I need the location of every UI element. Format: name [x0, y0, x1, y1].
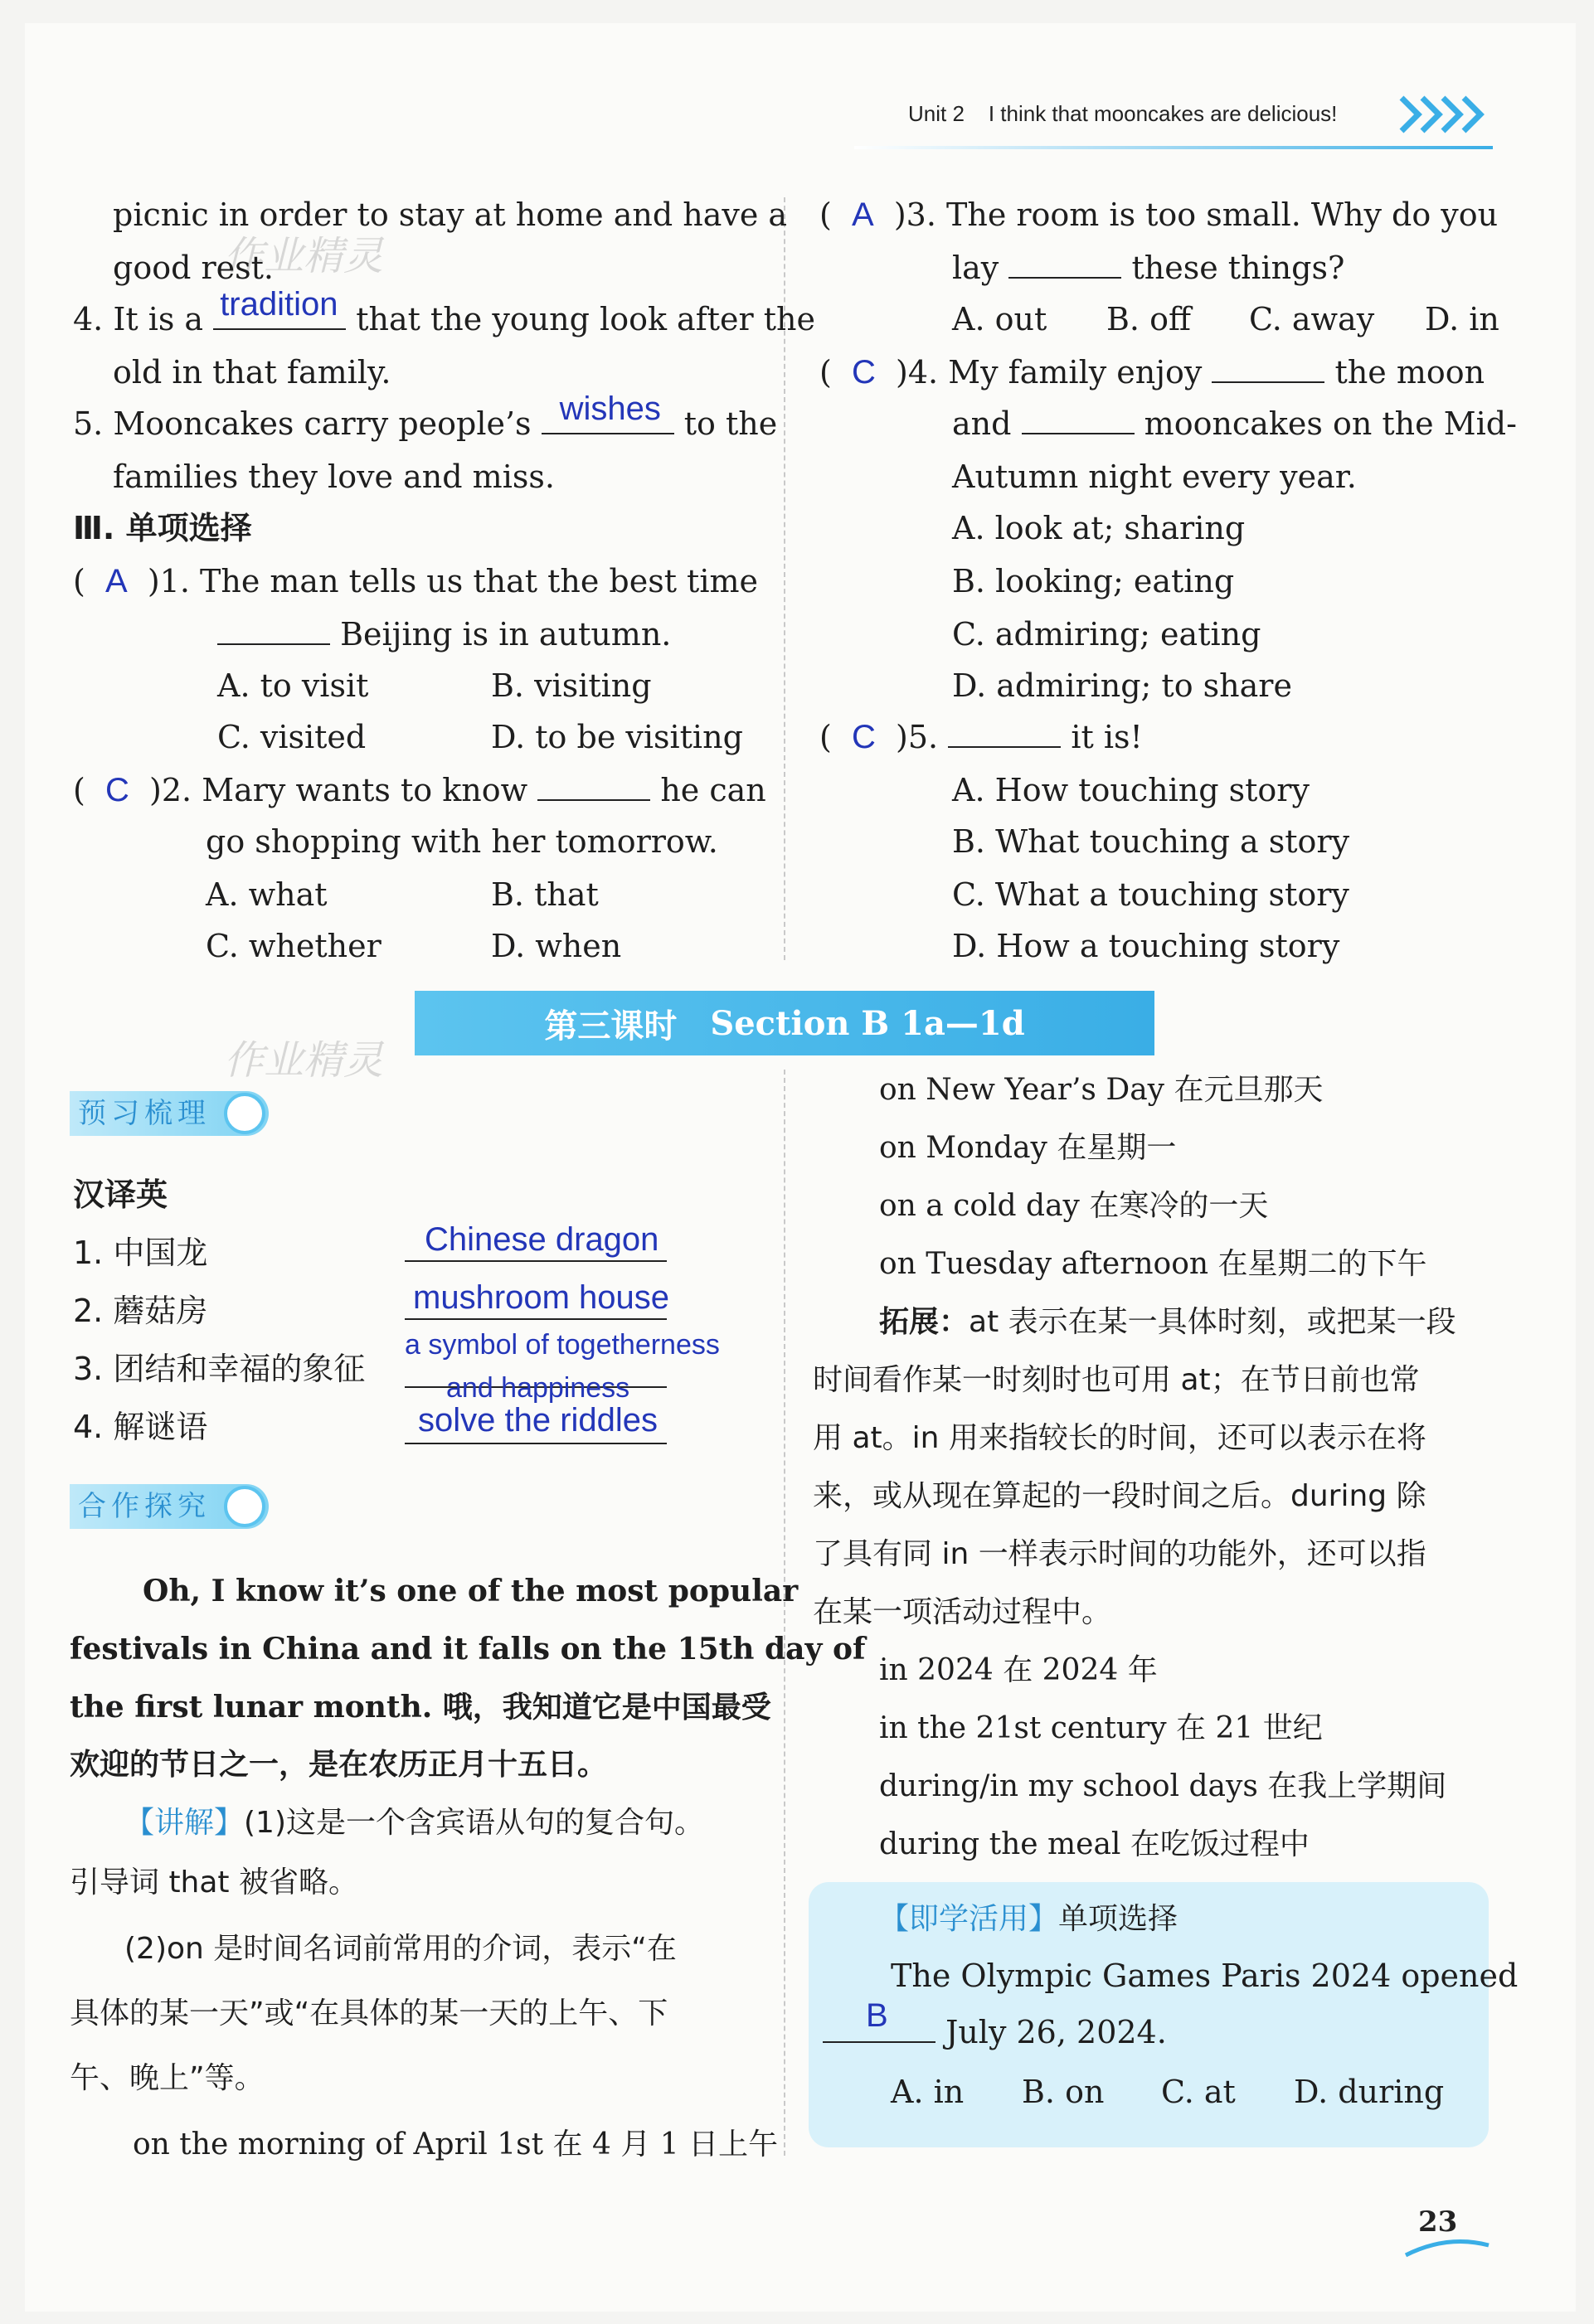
question-5: 5. Mooncakes carry people’s wishes to the [73, 398, 777, 449]
example: on Tuesday afternoon 在星期二的下午 [879, 1247, 1427, 1281]
option: D. when [491, 928, 622, 964]
option: D. admiring; to share [952, 667, 1292, 704]
key-sentence: the first lunar month. 哦，我知道它是中国最受 [70, 1690, 771, 1725]
page-number-swoosh-icon [1402, 2230, 1493, 2263]
answer-handwritten: A [851, 196, 874, 233]
option: B. off [1106, 301, 1191, 337]
example: in the 21st century 在 21 世纪 [879, 1711, 1323, 1745]
answer-line [405, 1443, 667, 1444]
answer-handwritten: wishes [559, 391, 661, 427]
answer-handwritten: C [851, 719, 876, 755]
answer-line [405, 1318, 667, 1320]
tag-icon [224, 1486, 265, 1527]
option: A. look at; sharing [952, 510, 1246, 546]
section-title: Ⅲ. 单项选择 [73, 510, 252, 546]
explore-tag: 合作探究 [70, 1484, 269, 1529]
option: C. admiring; eating [952, 616, 1261, 653]
option: A. what [206, 876, 328, 913]
key-sentence: festivals in China and it falls on the 15th day of [70, 1632, 866, 1667]
text-line: Beijing is in autumn. [217, 609, 671, 660]
explain-line: 引导词 that 被省略。 [70, 1866, 358, 1899]
mc-question-2: ( C )2. Mary wants to know he can [73, 764, 766, 816]
header-rule [854, 146, 1493, 149]
explain-line: 具体的某一天”或“在具体的某一天的上午、下 [70, 1997, 668, 2030]
text-line: and mooncakes on the Mid- [952, 398, 1517, 449]
example: during the meal 在吃饭过程中 [879, 1827, 1310, 1861]
option: B. looking; eating [952, 563, 1235, 599]
example: on New Year’s Day 在元旦那天 [879, 1073, 1324, 1107]
section-label: Section B 1a—1d [710, 1003, 1025, 1043]
mc-question-1: ( A )1. The man tells us that the best time [73, 563, 759, 599]
answer-handwritten: A [104, 563, 128, 599]
answer-handwritten: a symbol of togetherness [405, 1329, 720, 1361]
answer-handwritten: C [104, 772, 129, 808]
key-sentence: 欢迎的节日之一，是在农历正月十五日。 [70, 1748, 608, 1782]
option: D. to be visiting [491, 719, 743, 755]
option: A. How touching story [952, 772, 1310, 808]
key-sentence: Oh, I know it’s one of the most popular [143, 1574, 799, 1608]
chevrons-icon [1393, 91, 1501, 139]
practice-heading: 【即学活用】单项选择 [879, 1902, 1178, 1936]
example: in 2024 在 2024 年 [879, 1653, 1158, 1687]
lesson-label: 第三课时 [544, 1007, 678, 1046]
extend-label: 拓展： [879, 1305, 970, 1339]
option: C. visited [217, 719, 367, 755]
option: B. on [1022, 2074, 1105, 2110]
preview-heading: 汉译英 [73, 1177, 168, 1213]
option: D. during [1294, 2074, 1445, 2110]
explain-line: 【讲解】(1)这是一个含宾语从句的复合句。 [124, 1806, 705, 1840]
explain-line: (2)on 是时间名词前常用的介词，表示“在 [124, 1932, 677, 1966]
example: on Monday 在星期一 [879, 1131, 1177, 1165]
answer-handwritten: tradition [220, 286, 338, 323]
option: D. How a touching story [952, 928, 1340, 964]
extend-line: 了具有同 in 一样表示时间的功能外，还可以指 [813, 1537, 1426, 1571]
extend-line: 在某一项活动过程中。 [813, 1595, 1112, 1629]
example: on the morning of April 1st 在 4 月 1 日上午 [133, 2128, 779, 2161]
text-line: Autumn night every year. [952, 458, 1357, 495]
practice-label: 【即学活用】 [879, 1902, 1059, 1936]
answer-line [405, 1260, 667, 1262]
option: C. What a touching story [952, 876, 1349, 913]
mc-question-3: ( A )3. The room is too small. Why do you [819, 196, 1499, 233]
option: B. visiting [491, 667, 652, 704]
option: C. away [1249, 301, 1375, 337]
question-4: 4. It is a tradition that the young look after the [73, 294, 815, 345]
watermark: 作业精灵 [224, 233, 384, 279]
mc-question-4: ( C )4. My family enjoy the moon [819, 347, 1485, 398]
answer-handwritten: B [866, 1997, 888, 2034]
answer-handwritten: and happiness [446, 1372, 630, 1404]
option: A. to visit [217, 667, 369, 704]
extend-line: 用 at。in 用来指较长的时间，还可以表示在将 [813, 1421, 1426, 1455]
option: C. at [1161, 2074, 1236, 2110]
option: B. What touching a story [952, 823, 1350, 860]
answer-handwritten: C [851, 354, 876, 391]
page-number: 23 [1418, 2205, 1458, 2239]
preview-item-q: 1. 中国龙 [73, 1235, 208, 1271]
header-title: I think that mooncakes are delicious! [988, 101, 1338, 126]
practice-stem2: B July 26, 2024. [823, 2006, 1167, 2058]
extend-line: 时间看作某一时刻时也可用 at；在节日前也常 [813, 1363, 1420, 1397]
practice-stem: The Olympic Games Paris 2024 opened [891, 1958, 1519, 1994]
option: C. whether [206, 928, 381, 964]
answer-handwritten: mushroom house [413, 1279, 670, 1316]
text-line: go shopping with her tomorrow. [206, 823, 718, 860]
explain-label: 【讲解】 [124, 1806, 245, 1840]
explain-line: 午、晚上”等。 [70, 2061, 265, 2095]
watermark: 作业精灵 [224, 1037, 384, 1084]
preview-tag: 预习梳理 [70, 1091, 269, 1136]
extend-line: 来，或从现在算起的一段时间之后。during 除 [813, 1479, 1426, 1513]
option: B. that [491, 876, 599, 913]
header-unit: Unit 2 I think that mooncakes are delicious! [908, 101, 1338, 126]
tag-icon [224, 1093, 265, 1134]
preview-item-q: 4. 解谜语 [73, 1409, 208, 1445]
mc-question-5: ( C )5. it is! [819, 711, 1143, 763]
text-line: lay these things? [952, 242, 1344, 294]
preview-item-q: 2. 蘑菇房 [73, 1293, 208, 1329]
option: A. out [952, 301, 1047, 337]
text-line: families they love and miss. [113, 458, 555, 495]
answer-handwritten: solve the riddles [418, 1402, 658, 1439]
answer-handwritten: Chinese dragon [425, 1221, 659, 1258]
extend-line: 拓展：at 表示在某一具体时刻，或把某一段 [879, 1305, 1456, 1339]
text-line: good rest. [113, 250, 274, 286]
option: D. in [1425, 301, 1499, 337]
text-line: picnic in order to stay at home and have a [113, 196, 788, 233]
example: during/in my school days 在我上学期间 [879, 1769, 1447, 1803]
text-line: old in that family. [113, 354, 391, 391]
example: on a cold day 在寒冷的一天 [879, 1189, 1269, 1223]
preview-item-q: 3. 团结和幸福的象征 [73, 1351, 366, 1387]
section-banner [415, 991, 1154, 1055]
option: A. in [891, 2074, 965, 2110]
